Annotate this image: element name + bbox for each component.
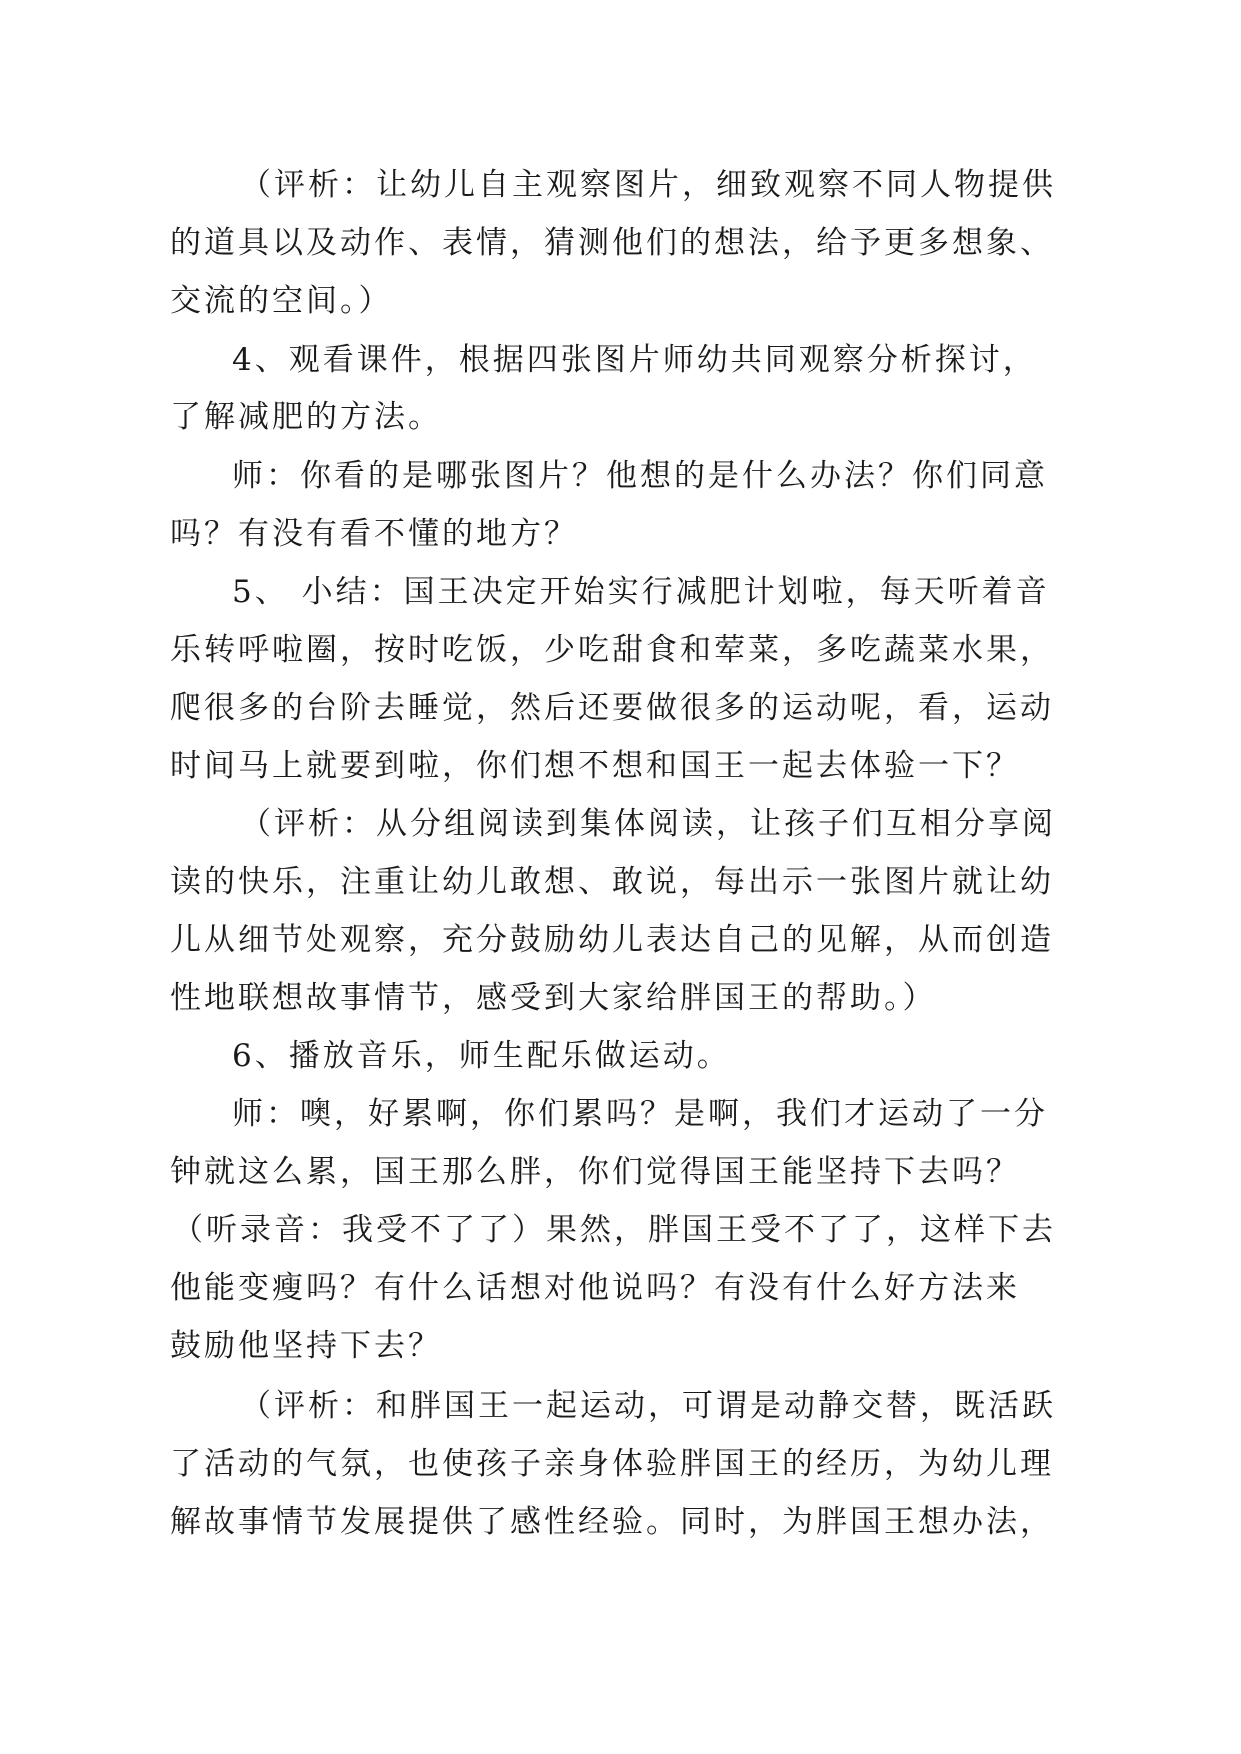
text-line: （评析：从分组阅读到集体阅读，让孩子们互相分享阅	[240, 806, 1056, 842]
text-line: 吗？有没有看不懂的地方？	[170, 516, 578, 552]
text-line: 交流的空间。）	[170, 283, 393, 319]
text-line: 性地联想故事情节，感受到大家给胖国王的帮助。）	[170, 980, 937, 1016]
text-line: 5、 小结：国王决定开始实行减肥计划啦，每天听着音	[232, 574, 1050, 610]
text-line: 乐转呼啦圈，按时吃饭，少吃甜食和荤菜，多吃蔬菜水果，	[170, 632, 1054, 668]
text-line: 他能变瘦吗？有什么话想对他说吗？有没有什么好方法来	[170, 1270, 1020, 1306]
text-line: （评析：让幼儿自主观察图片，细致观察不同人物提供	[240, 167, 1056, 203]
text-line: （评析：和胖国王一起运动，可谓是动静交替，既活跃	[240, 1388, 1056, 1424]
text-line: 了解减肥的方法。	[170, 399, 442, 435]
text-line: 爬很多的台阶去睡觉，然后还要做很多的运动呢，看，运动	[170, 690, 1054, 726]
text-line: 解故事情节发展提供了感性经验。同时，为胖国王想办法，	[170, 1504, 1054, 1540]
text-line: 时间马上就要到啦，你们想不想和国王一起去体验一下？	[170, 748, 1020, 784]
text-line: 4、观看课件，根据四张图片师幼共同观察分析探讨，	[232, 342, 1037, 378]
text-line: 6、播放音乐，师生配乐做运动。	[232, 1038, 731, 1074]
text-line: 读的快乐，注重让幼儿敢想、敢说，每出示一张图片就让幼	[170, 864, 1054, 900]
text-line: 师：噢，好累啊，你们累吗？是啊，我们才运动了一分	[232, 1096, 1048, 1132]
text-line: 了活动的气氛，也使孩子亲身体验胖国王的经历，为幼儿理	[170, 1446, 1054, 1482]
text-line: （听录音：我受不了了）果然，胖国王受不了了，这样下去	[172, 1212, 1056, 1248]
text-line: 的道具以及动作、表情，猜测他们的想法，给予更多想象、	[170, 225, 1054, 261]
text-line: 钟就这么累，国王那么胖，你们觉得国王能坚持下去吗？	[170, 1154, 1020, 1190]
text-line: 师：你看的是哪张图片？他想的是什么办法？你们同意	[232, 458, 1048, 494]
text-line: 儿从细节处观察，充分鼓励幼儿表达自己的见解，从而创造	[170, 922, 1054, 958]
text-line: 鼓励他坚持下去？	[170, 1328, 442, 1364]
